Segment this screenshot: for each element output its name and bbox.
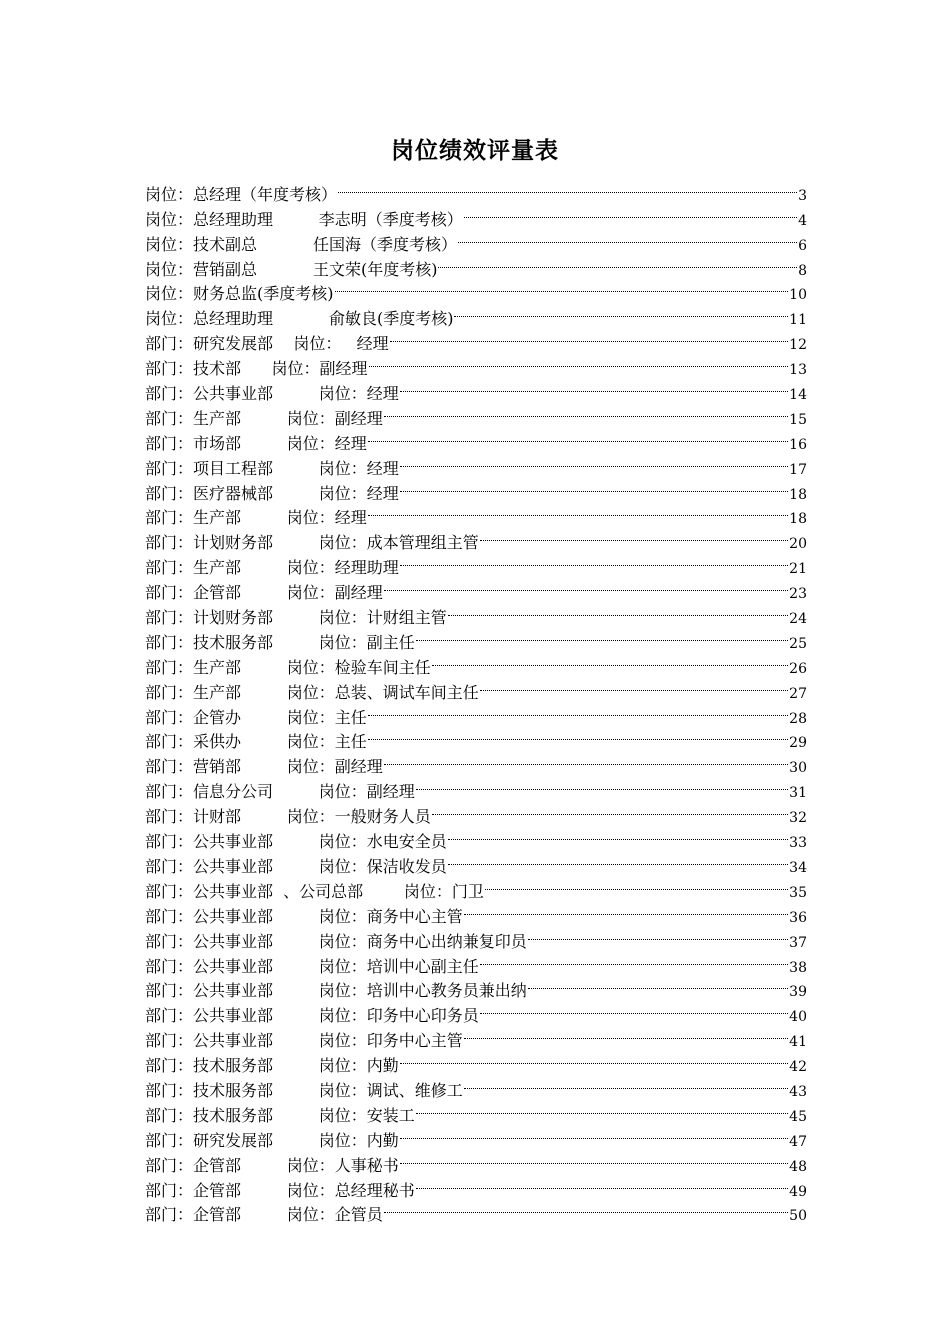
toc-entry-title: 部门：生产部 岗位：检验车间主任 <box>145 657 431 677</box>
toc-dot-leader <box>416 623 788 648</box>
toc-entry-title: 部门：技术服务部 岗位：调试、维修工 <box>145 1080 463 1100</box>
toc-entry-title: 部门：项目工程部 岗位：经理 <box>145 458 399 478</box>
toc-entry-page-number: 34 <box>789 859 807 876</box>
toc-entry-page-number: 38 <box>789 959 807 976</box>
toc-entry-page-number: 50 <box>789 1208 807 1225</box>
toc-dot-leader <box>338 175 797 200</box>
toc-dot-leader <box>464 200 797 225</box>
toc-dot-leader <box>485 872 788 897</box>
toc-dot-leader <box>528 972 788 997</box>
toc-entry-title: 部门：企管部 岗位：总经理秘书 <box>145 1180 415 1200</box>
toc-entry-title: 部门：技术服务部 岗位：副主任 <box>145 632 415 652</box>
toc-entry-title: 部门：生产部 岗位：副经理 <box>145 408 383 428</box>
toc-entry-page-number: 10 <box>789 287 807 304</box>
toc-entry-page-number: 26 <box>789 660 807 677</box>
toc-dot-leader <box>438 250 797 275</box>
toc-entry-title: 部门：信息分公司 岗位：副经理 <box>145 782 415 802</box>
toc-dot-leader <box>416 1171 788 1196</box>
toc-dot-leader <box>432 648 788 673</box>
toc-entry-page-number: 40 <box>789 1009 807 1026</box>
toc-dot-leader <box>400 449 788 474</box>
toc-dot-leader <box>480 673 788 698</box>
toc-dot-leader <box>368 698 788 723</box>
toc-dot-leader <box>368 499 788 524</box>
toc-entry-title: 部门：公共事业部 岗位：保洁收发员 <box>145 856 447 876</box>
toc-entry-page-number: 33 <box>789 835 807 852</box>
toc-entry-page-number: 29 <box>789 735 807 752</box>
toc-entry-title: 部门：营销部 岗位：副经理 <box>145 757 383 777</box>
page-title: 岗位绩效评量表 <box>391 137 559 164</box>
toc-entry-title: 部门：研究发展部 岗位：内勤 <box>145 1130 399 1150</box>
toc-entry-title: 部门：技术部 岗位：副经理 <box>145 359 368 379</box>
toc-entry-title: 部门：公共事业部 岗位：商务中心出纳兼复印员 <box>145 931 527 951</box>
toc-dot-leader <box>454 299 788 324</box>
toc-entry-page-number: 41 <box>789 1034 807 1051</box>
toc-entry-page-number: 37 <box>789 934 807 951</box>
toc-dot-leader <box>448 822 788 847</box>
toc-entry-title: 部门：公共事业部 岗位：印务中心印务员 <box>145 1006 479 1026</box>
toc-entry-page-number: 11 <box>789 312 807 329</box>
toc-entry-title: 岗位：营销副总 王文荣(年度考核) <box>145 259 438 279</box>
toc-entry-page-number: 4 <box>798 212 807 229</box>
toc-dot-leader <box>384 573 788 598</box>
toc-dot-leader <box>368 424 788 449</box>
toc-entry-title: 部门：公共事业部 岗位：印务中心主管 <box>145 1031 463 1051</box>
toc-dot-leader <box>400 474 788 499</box>
toc-entry-title: 岗位：技术副总 任国海（季度考核） <box>145 234 457 254</box>
toc-entry-page-number: 6 <box>798 237 807 254</box>
toc-dot-leader <box>369 349 789 374</box>
toc-entry-page-number: 8 <box>798 262 807 279</box>
table-of-contents <box>145 175 807 1225</box>
toc-entry-title: 岗位：总经理助理 俞敏良(季度考核) <box>145 309 454 329</box>
toc-entry-title: 岗位：总经理（年度考核） <box>145 184 338 204</box>
toc-dot-leader <box>458 225 797 250</box>
toc-dot-leader <box>390 324 789 349</box>
toc-entry-page-number: 28 <box>789 710 807 727</box>
toc-entry-title: 部门：医疗器械部 岗位：经理 <box>145 483 399 503</box>
toc-entry-title: 部门：技术服务部 岗位：安装工 <box>145 1105 415 1125</box>
toc-entry-page-number: 30 <box>789 760 807 777</box>
toc-entry-page-number: 31 <box>789 785 807 802</box>
toc-dot-leader <box>384 747 788 772</box>
toc-dot-leader <box>464 1071 788 1096</box>
toc-dot-leader <box>400 1121 788 1146</box>
toc-dot-leader <box>480 947 788 972</box>
toc-dot-leader <box>448 847 788 872</box>
toc-entry-page-number: 13 <box>789 362 807 379</box>
toc-entry-page-number: 3 <box>798 187 807 204</box>
toc-dot-leader <box>400 1046 788 1071</box>
toc-entry-page-number: 20 <box>789 536 807 553</box>
toc-entry-page-number: 24 <box>789 611 807 628</box>
toc-entry-title: 部门：公共事业部 岗位：培训中心副主任 <box>145 956 479 976</box>
toc-entry-page-number: 36 <box>789 909 807 926</box>
toc-entry-page-number: 47 <box>789 1133 807 1150</box>
toc-dot-leader <box>464 897 788 922</box>
toc-entry-page-number: 42 <box>789 1059 807 1076</box>
toc-entry-title: 部门：公共事业部 岗位：培训中心教务员兼出纳 <box>145 981 527 1001</box>
toc-dot-leader <box>432 797 788 822</box>
toc-entry-page-number: 21 <box>789 561 807 578</box>
toc-entry-page-number: 14 <box>789 387 807 404</box>
toc-dot-leader <box>448 598 788 623</box>
toc-entry-title: 岗位：总经理助理 李志明（季度考核） <box>145 209 463 229</box>
toc-dot-leader <box>400 374 788 399</box>
toc-dot-leader <box>384 399 788 424</box>
toc-entry-title: 部门：计划财务部 岗位：计财组主管 <box>145 608 447 628</box>
toc-dot-leader <box>416 772 788 797</box>
toc-dot-leader <box>400 1146 788 1171</box>
toc-dot-leader <box>400 548 788 573</box>
toc-entry-title: 部门：研究发展部 岗位： 经理 <box>145 334 389 354</box>
toc-dot-leader <box>480 996 788 1021</box>
toc-entry-title: 部门：计财部 岗位：一般财务人员 <box>145 807 431 827</box>
toc-entry-title: 部门：公共事业部 、公司总部 岗位：门卫 <box>145 881 484 901</box>
toc-entry-page-number: 16 <box>789 436 807 453</box>
toc-entry-title: 部门：生产部 岗位：经理 <box>145 508 367 528</box>
toc-entry-page-number: 48 <box>789 1158 807 1175</box>
toc-entry-page-number: 43 <box>789 1083 807 1100</box>
toc-entry-title: 岗位：财务总监(季度考核) <box>145 284 334 304</box>
toc-dot-leader <box>368 723 788 748</box>
toc-entry-page-number: 17 <box>789 461 807 478</box>
toc-entry-page-number: 39 <box>789 984 807 1001</box>
toc-dot-leader <box>480 523 788 548</box>
toc-dot-leader <box>464 1021 788 1046</box>
toc-entry-page-number: 27 <box>789 685 807 702</box>
toc-dot-leader <box>416 1096 788 1121</box>
toc-entry-page-number: 45 <box>789 1108 807 1125</box>
toc-entry-title: 部门：生产部 岗位：总装、调试车间主任 <box>145 682 479 702</box>
toc-entry-page-number: 35 <box>789 884 807 901</box>
toc-dot-leader <box>384 1196 788 1221</box>
toc-entry-page-number: 12 <box>789 337 807 354</box>
toc-dot-leader <box>335 275 789 300</box>
toc-entry-title: 部门：计划财务部 岗位：成本管理组主管 <box>145 533 479 553</box>
toc-entry-page-number: 23 <box>789 586 807 603</box>
toc-entry-page-number: 18 <box>789 511 807 528</box>
toc-entry-page-number: 49 <box>789 1183 807 1200</box>
toc-entry-title: 部门：采供办 岗位：主任 <box>145 732 367 752</box>
toc-entry-page-number: 32 <box>789 810 807 827</box>
toc-entry-page-number: 15 <box>789 411 807 428</box>
toc-entry-title: 部门：企管办 岗位：主任 <box>145 707 367 727</box>
toc-entry-title: 部门：公共事业部 岗位：经理 <box>145 384 399 404</box>
toc-entry-title: 部门：企管部 岗位：副经理 <box>145 583 383 603</box>
toc-entry[interactable] <box>145 175 807 204</box>
toc-dot-leader <box>528 922 788 947</box>
toc-entry-title: 部门：公共事业部 岗位：水电安全员 <box>145 832 447 852</box>
toc-entry-title: 部门：技术服务部 岗位：内勤 <box>145 1056 399 1076</box>
toc-entry-title: 部门：企管部 岗位：人事秘书 <box>145 1155 399 1175</box>
toc-entry-page-number: 25 <box>789 635 807 652</box>
toc-entry-title: 部门：市场部 岗位：经理 <box>145 433 367 453</box>
toc-entry-title: 部门：公共事业部 岗位：商务中心主管 <box>145 906 463 926</box>
toc-entry-page-number: 18 <box>789 486 807 503</box>
toc-entry-title: 部门：生产部 岗位：经理助理 <box>145 558 399 578</box>
toc-entry-title: 部门：企管部 岗位：企管员 <box>145 1205 383 1225</box>
